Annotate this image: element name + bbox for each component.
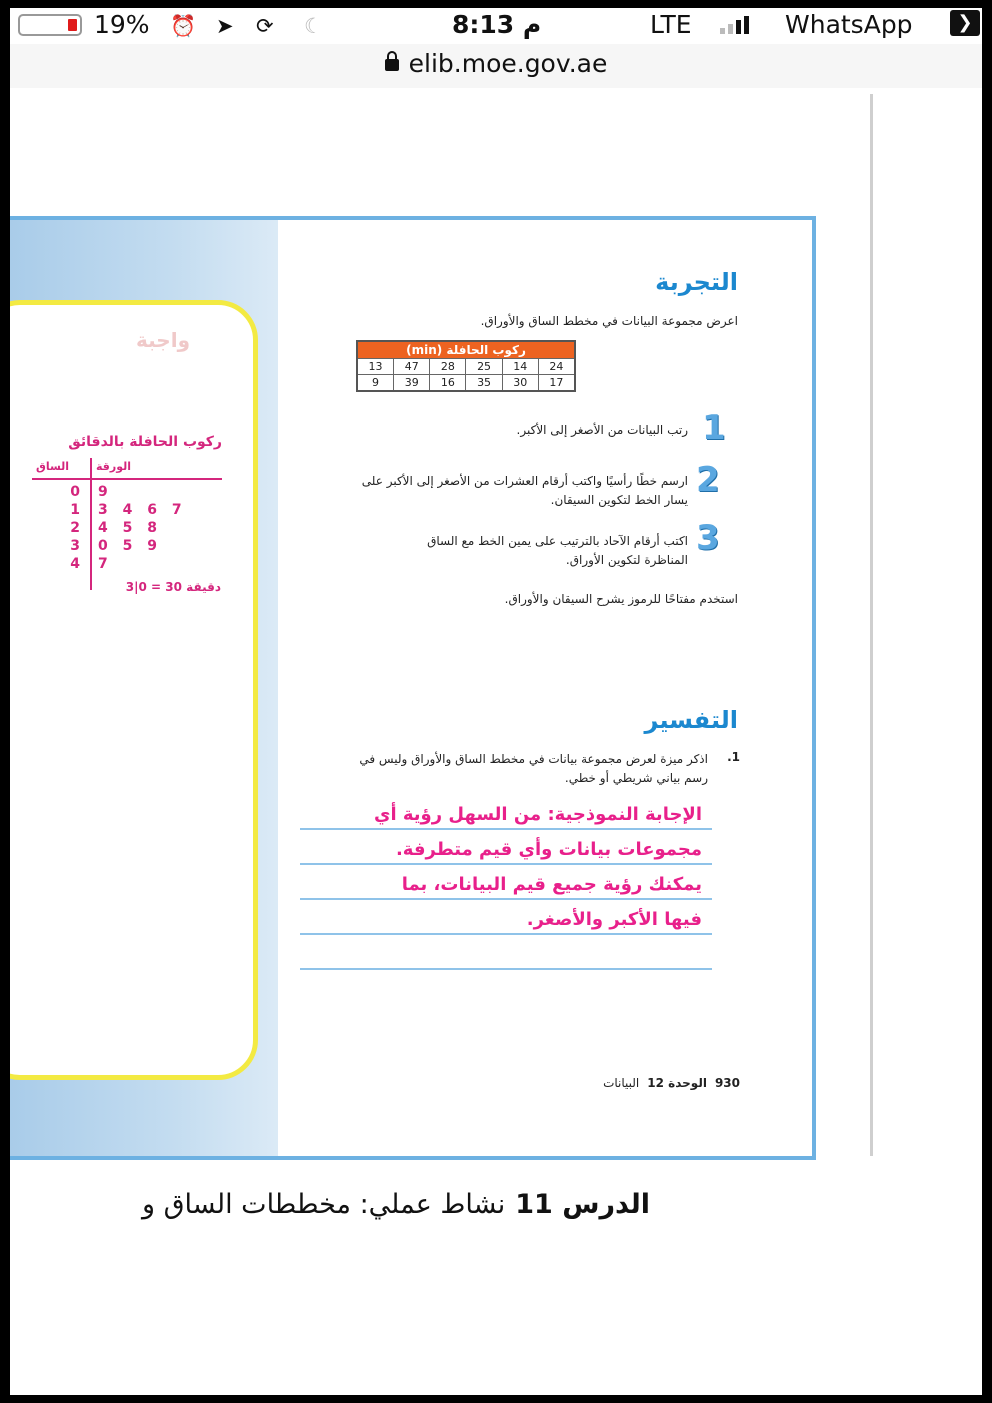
answer-line-text: فيها الأكبر والأصغر. — [526, 909, 702, 930]
lock-icon — [385, 59, 399, 71]
phone-screen — [10, 8, 982, 1395]
step-1-number: 1 — [702, 408, 726, 448]
answer-line — [300, 933, 712, 935]
bus-ride-table — [356, 340, 576, 392]
stem-row: 4 7 — [70, 556, 113, 572]
signal-strength-icon — [720, 16, 749, 34]
unit-title: البيانات — [603, 1076, 640, 1090]
leaf-header: الورقة — [96, 460, 132, 473]
stem-header: الساق — [36, 460, 70, 473]
location-arrow-icon: ➤ — [216, 14, 234, 38]
clock: 8:13 م — [452, 10, 542, 39]
experiment-title: التجربة — [655, 268, 738, 296]
answer-line — [300, 828, 712, 830]
question-number: 1. — [727, 750, 740, 764]
stem-plot-key: 3|0 = 30 دقيقة — [125, 580, 221, 594]
step-1-text: رتب البيانات من الأصغر إلى الأكبر. — [516, 423, 688, 437]
status-bar — [10, 8, 982, 44]
back-to-app-link[interactable]: WhatsApp — [785, 10, 913, 39]
lesson-caption — [10, 1189, 650, 1220]
lesson-title: نشاط عملي: مخططات الساق و — [141, 1189, 506, 1220]
table-header: ركوب الحافلة (min) — [358, 342, 574, 358]
alarm-icon: ⏰ — [170, 14, 197, 38]
step-3-text: اكتب أرقام الآحاد بالترتيب على يمين الخط مع الساق المناظرة لتكوين الأوراق. — [427, 534, 688, 567]
network-type: LTE — [650, 10, 692, 39]
step-2-number: 2 — [696, 460, 720, 500]
table-row: 17 30 35 16 39 9 — [358, 374, 574, 390]
answer-line — [300, 863, 712, 865]
rotation-lock-icon: ⟳ — [256, 14, 274, 38]
stem-row: 2 4 5 8 — [70, 520, 162, 536]
battery-percent: 19% — [94, 10, 150, 39]
experiment-intro: اعرض مجموعة البيانات في مخطط الساق والأوراق. — [480, 314, 738, 328]
question-text: اذكر ميزة لعرض مجموعة بيانات في مخطط الساق والأوراق وليس في رسم بياني شريطي أو خطي. — [359, 752, 708, 785]
faded-label: واجبة — [136, 328, 190, 352]
answer-line-text: مجموعات بيانات وأي قيم متطرفة. — [395, 839, 702, 860]
address-bar[interactable] — [10, 44, 982, 89]
key-note: استخدم مفتاحًا للرموز يشرح السيقان والأوراق. — [504, 592, 738, 606]
answer-line — [300, 898, 712, 900]
url-text: elib.moe.gov.ae — [408, 49, 608, 78]
battery-icon — [18, 14, 82, 36]
stem-plot-title: ركوب الحافلة بالدقائق — [68, 434, 222, 450]
stem-row: 0 9 — [70, 484, 113, 500]
page-footer — [480, 1076, 740, 1090]
step-3-number: 3 — [696, 518, 720, 558]
lesson-number: الدرس 11 — [515, 1189, 650, 1220]
page-number: 930 — [714, 1076, 740, 1090]
answer-line — [300, 968, 712, 970]
do-not-disturb-moon-icon: ☾ — [304, 14, 323, 38]
highlighted-example-card — [10, 300, 258, 1080]
stem-row: 3 0 5 9 — [70, 538, 162, 554]
answer-line-text: الإجابة النموذجية: من السهل رؤية أي — [373, 804, 702, 825]
table-row: 24 14 25 28 47 13 — [358, 358, 574, 374]
unit-label: الوحدة 12 — [647, 1076, 707, 1090]
step-2-text: ارسم خطًا رأسيًا واكتب أرقام العشرات من الأصغر إلى الأكبر على يسار الخط لتكوين السيقان. — [361, 474, 688, 507]
stem-plot-header — [32, 458, 222, 480]
stem-row: 1 3 4 6 7 — [70, 502, 187, 518]
answer-line-text: يمكنك رؤية جميع قيم البيانات، بما — [401, 874, 702, 895]
chevron-right-icon[interactable]: ❯ — [950, 10, 980, 36]
interpretation-title: التفسير — [644, 706, 738, 734]
vertical-scrollbar[interactable] — [870, 94, 873, 1156]
document-viewer[interactable] — [10, 88, 982, 1395]
textbook-page — [10, 216, 816, 1160]
